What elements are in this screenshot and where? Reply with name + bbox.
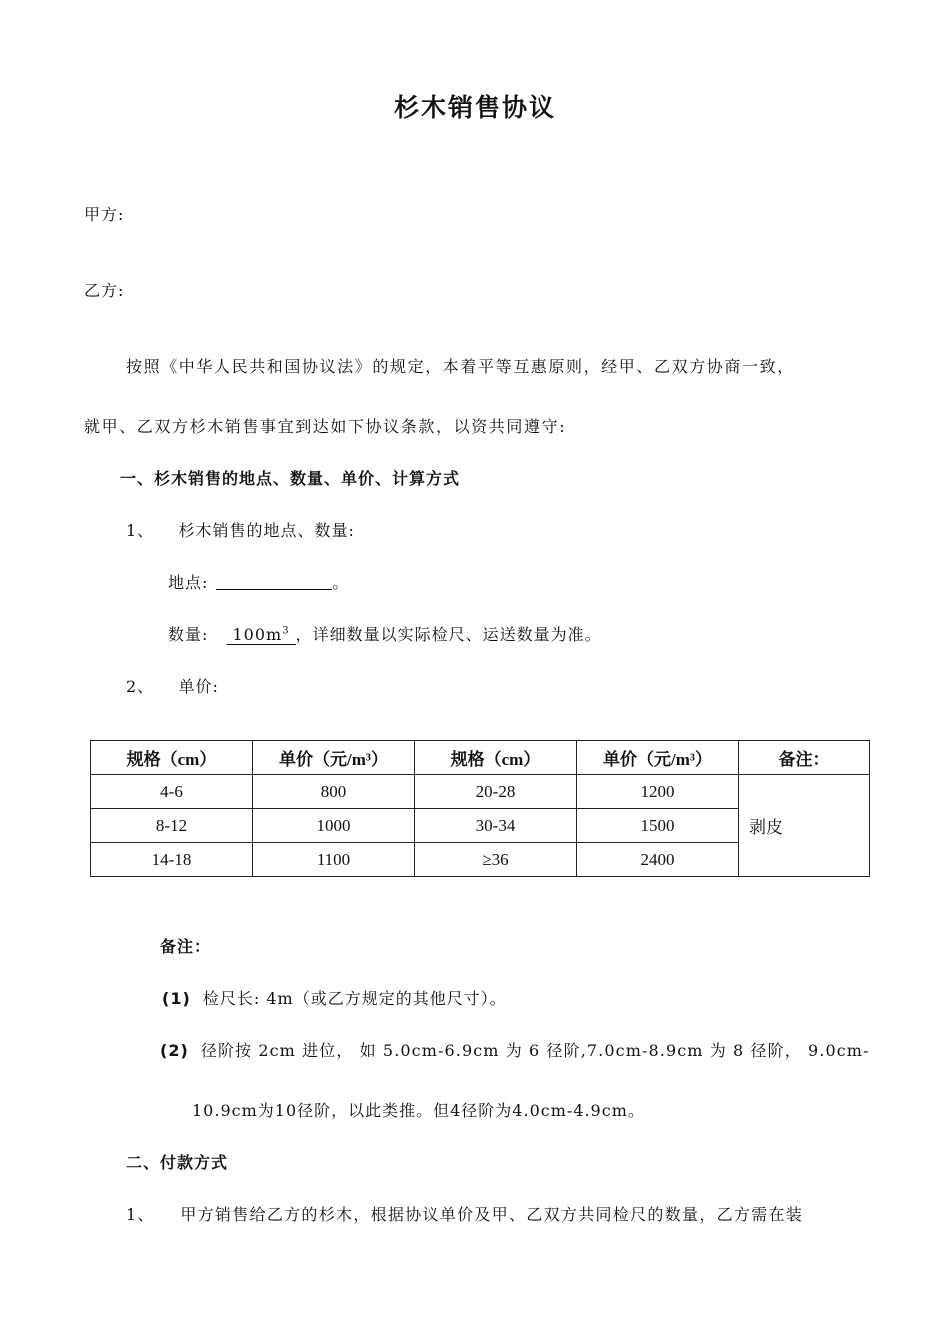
location-label: 地点: [168, 573, 209, 592]
quantity-number: 100m [232, 625, 283, 644]
intro-paragraph-line2: 就甲、乙双方杉木销售事宜到达如下协议条款，以资共同遵守: [84, 417, 567, 436]
table-cell: 14-18 [91, 843, 253, 877]
note-2-text: 径阶按 2cm 进位， 如 5.0cm-6.9cm 为 6 径阶,7.0cm-8.9cm 为 8 径阶， 9.0cm- [200, 1041, 870, 1060]
quantity-label: 数量: [168, 625, 209, 644]
table-cell: 1100 [253, 843, 415, 877]
table-row [91, 775, 870, 809]
table-cell: 1200 [577, 775, 739, 809]
table-header-cell: 备注： [739, 741, 870, 775]
quantity-value [227, 625, 296, 645]
party-a-label: 甲方: [84, 205, 125, 224]
payment-item1: 1、 甲方销售给乙方的杉木，根据协议单价及甲、乙双方共同检尺的数量，乙方需在装 [126, 1205, 804, 1224]
table-cell: 8-12 [91, 809, 253, 843]
table-cell: 1000 [253, 809, 415, 843]
table-cell: 1500 [577, 809, 739, 843]
table-cell: 20-28 [415, 775, 577, 809]
table-cell: ≥36 [415, 843, 577, 877]
note-2 [160, 1038, 870, 1061]
item1-location-quantity: 1、 杉木销售的地点、数量: [126, 521, 355, 540]
table-header-row [91, 741, 870, 775]
notes-heading: 备注： [160, 937, 212, 956]
location-blank-field [216, 575, 332, 590]
table-cell: 800 [253, 775, 415, 809]
table-header-cell: 规格（cm） [91, 741, 253, 775]
intro-paragraph-line1: 按照《中华人民共和国协议法》的规定，本着平等互惠原则，经甲、乙双方协商一致， [126, 357, 795, 376]
item2-unit-price: 2、 单价: [126, 677, 219, 696]
quantity-line [168, 622, 602, 645]
location-line [168, 570, 349, 593]
section1-heading: 一、杉木销售的地点、数量、单价、计算方式 [120, 469, 461, 488]
table-header-cell: 规格（cm） [415, 741, 577, 775]
table-cell: 2400 [577, 843, 739, 877]
note-2-continuation: 10.9cm为10径阶，以此类推。但4径阶为4.0cm-4.9cm。 [192, 1101, 645, 1120]
table-cell: 30-34 [415, 809, 577, 843]
section2-heading: 二、付款方式 [126, 1153, 229, 1172]
note-1 [162, 986, 507, 1009]
location-suffix: 。 [332, 573, 350, 592]
document-title: 杉木销售协议 [393, 93, 556, 122]
table-remark-cell: 剥皮 [739, 775, 870, 877]
note-2-number: (2) [160, 1041, 189, 1060]
quantity-exponent: 3 [282, 625, 290, 637]
party-b-label: 乙方: [84, 281, 125, 300]
table-header-cell: 单价（元/m³） [253, 741, 415, 775]
price-table [90, 740, 870, 877]
note-1-text: 检尺长: 4m（或乙方规定的其他尺寸）。 [202, 989, 507, 1008]
note-1-number: (1) [162, 989, 191, 1008]
quantity-suffix: ，详细数量以实际检尺、运送数量为准。 [295, 625, 602, 644]
table-header-cell: 单价（元/m³） [577, 741, 739, 775]
table-cell: 4-6 [91, 775, 253, 809]
